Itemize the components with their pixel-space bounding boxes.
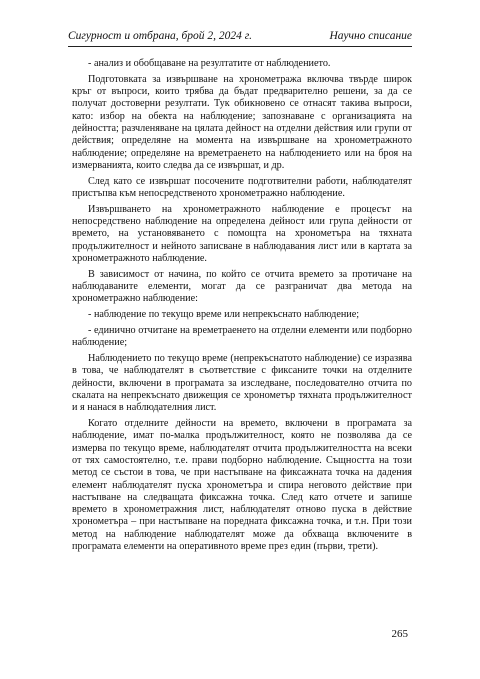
journal-title: Сигурност и отбрана, брой 2, 2024 г. [68,30,253,42]
paragraph: В зависимост от начина, по който се отчита времето за протичане на наблюдаваните елементи, могат да се разграничат два метода на хронометражно наблюдение: [72,268,412,305]
page-number: 265 [391,628,408,640]
paragraph: След като се извършат посочените подготвителни работи, наблюдателят пристъпва към непосредственото хронометражно наблюдение. [72,175,412,199]
paragraph: Извършването на хронометражното наблюдение е процесът на непосредствено наблюдение на определена дейност или група дейности от времето, на установяването с помощта на хронометъра на тяхната продължителност и нейното записване в наблюдавания лист или в картата за хронометражното наблюдение. [72,203,412,264]
paragraph: Когато отделните дейности на времето, включени в програмата за наблюдение, имат по-малка продължителност, която не позволява да се измерва по текущо време, наблюдателят отчита продължителността на всеки от тях самостоятелно, т.е. прави подборно наблюдение. Същността на този метод се състои в това, че при настъпване на фиксажната точка на дадения елемент наблюдателят пуска хронометъра и спира неговото действие при настъпване на следващата фиксажна точка. След като отчете и запише времето в хронометражния лист, наблюдателят отново пуска в действие хронометъра – при настъпване на поредната фиксажна точка, и т.н. При този метод на наблюдение наблюдателят може да обхваща включените в програмата елементи на оперативното време през един (първи, трети). [72,418,412,552]
running-header [68,28,412,47]
list-item: - единично отчитане на времетраенето на отделни елементи или подборно наблюдение; [72,324,412,349]
paragraph: - анализ и обобщаване на резултатите от наблюдението. [88,58,331,69]
section-title: Научно списание [329,30,412,42]
paragraph: Наблюдението по текущо време (непрекъснатото наблюдение) се изразява в това, че наблюдателят в съответствие с фиксаните точки на отделните дейности, включени в програмата за изследване, последователно отчита по скалата на непрекъснато движещия се хронометър тяхната продължителност и я нанася в наблюдателния лист. [72,353,412,414]
paragraph: Подготовката за извършване на хронометража включва твърде широк кръг от въпроси, които трябва да бъдат предварително решени, за да се получат достоверни резултати. Тук обикновено се отнасят такива въпроси, като: избор на обекта на наблюдение; запознаване с организацията на дейността; разчленяване на цялата дейност на отделни действия или групи от действия; определяне на момента на извършване на хронометражното наблюдение; определяне на времетраенето на наблюдението или на броя на измерванията, които следва да се извършат, и др. [72,73,412,171]
list-item: - наблюдение по текущо време или непрекъснато наблюдение; [88,309,360,321]
body-text [72,58,412,557]
